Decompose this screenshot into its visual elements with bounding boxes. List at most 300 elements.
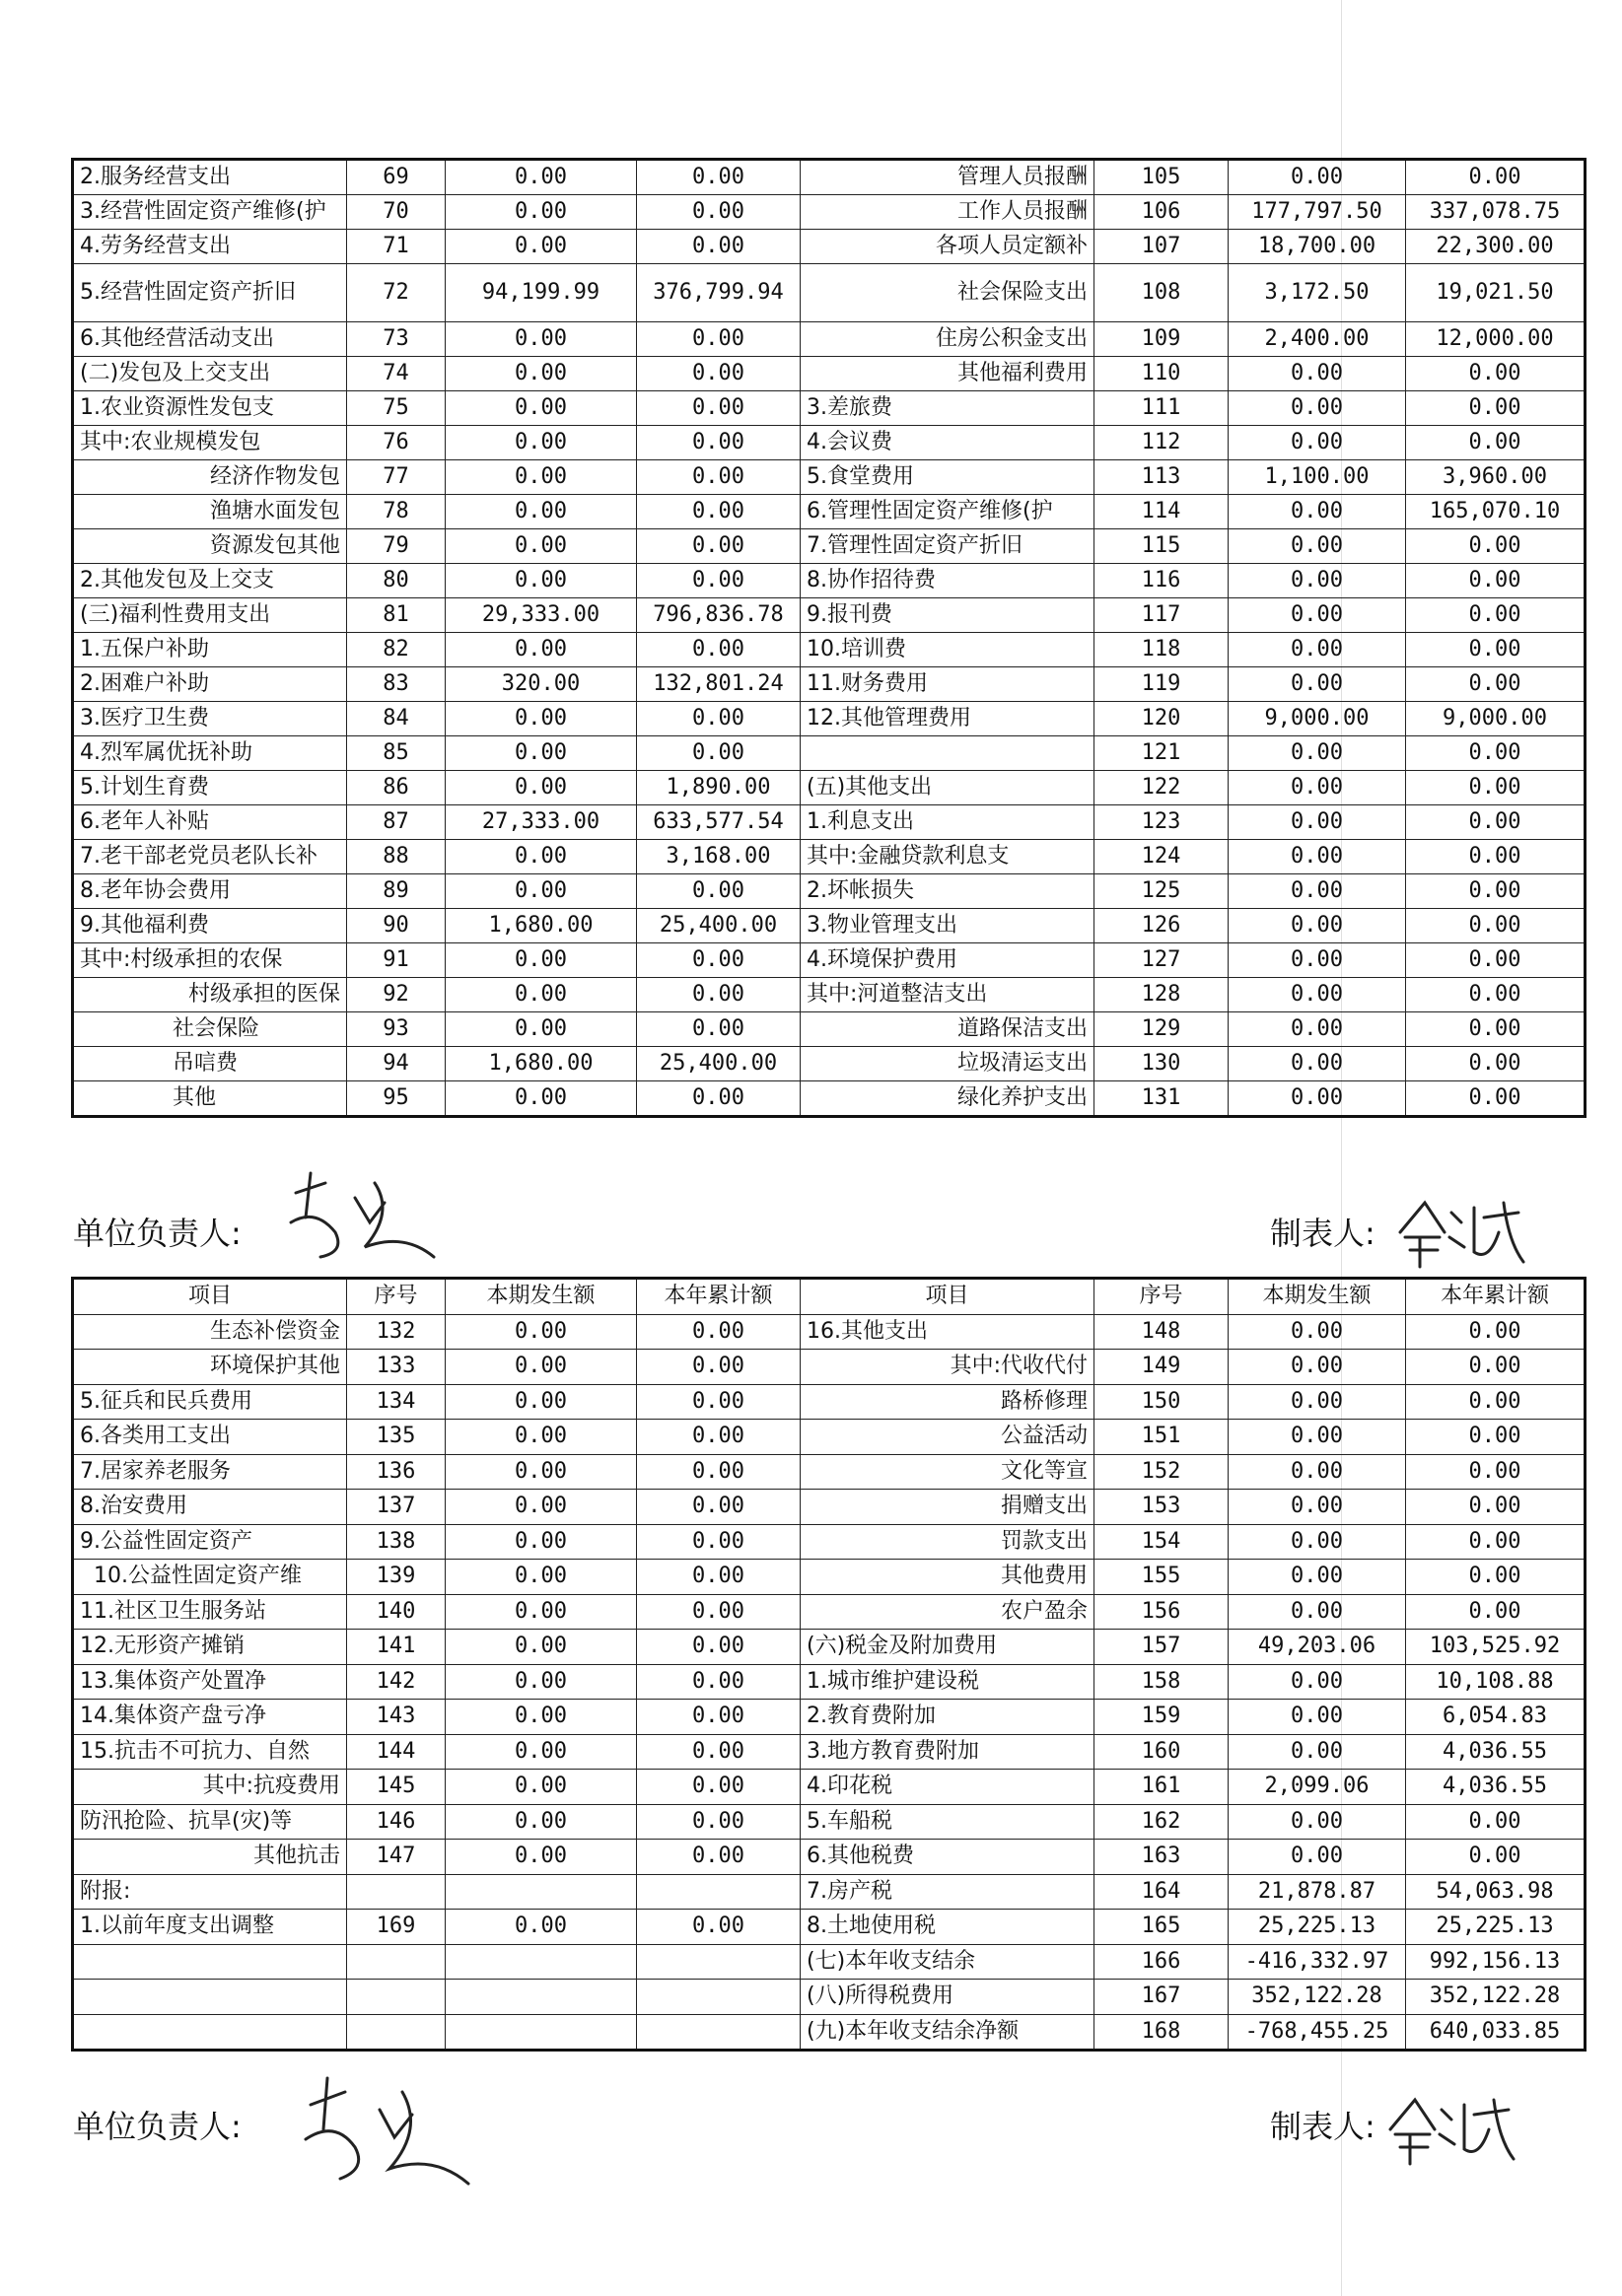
row-ytd: 0.00 bbox=[637, 357, 801, 391]
row-item: 1.以前年度支出调整 bbox=[73, 1910, 347, 1945]
row-item-right: 路桥修理 bbox=[801, 1384, 1094, 1420]
row-item: 2.其他发包及上交支 bbox=[73, 564, 347, 598]
table-row bbox=[73, 1560, 1586, 1595]
row-current-right: 0.00 bbox=[1229, 160, 1406, 195]
row-current: 0.00 bbox=[446, 460, 637, 495]
row-ytd: 132,801.24 bbox=[637, 667, 801, 702]
row-current: 0.00 bbox=[446, 1664, 637, 1700]
row-item-right: 5.车船税 bbox=[801, 1804, 1094, 1840]
row-current-right: 0.00 bbox=[1229, 943, 1406, 978]
row-current bbox=[446, 1944, 637, 1980]
row-ytd: 0.00 bbox=[637, 943, 801, 978]
table-row bbox=[73, 1314, 1586, 1350]
row-no-right: 131 bbox=[1094, 1081, 1229, 1117]
row-item: 6.各类用工支出 bbox=[73, 1420, 347, 1455]
row-no: 90 bbox=[347, 909, 446, 943]
row-item-right: (七)本年收支结余 bbox=[801, 1944, 1094, 1980]
table-row bbox=[73, 2014, 1586, 2051]
row-ytd-right: 0.00 bbox=[1406, 667, 1586, 702]
row-item-right: 2.教育费附加 bbox=[801, 1700, 1094, 1735]
row-ytd-right: 352,122.28 bbox=[1406, 1980, 1586, 2015]
col-header-item-right: 项目 bbox=[801, 1279, 1094, 1315]
row-no: 81 bbox=[347, 598, 446, 633]
row-current-right: -768,455.25 bbox=[1229, 2014, 1406, 2051]
col-header-current: 本期发生额 bbox=[446, 1279, 637, 1315]
row-no: 72 bbox=[347, 264, 446, 322]
row-current-right: 0.00 bbox=[1229, 564, 1406, 598]
row-ytd: 0.00 bbox=[637, 1081, 801, 1117]
row-item-right: 1.利息支出 bbox=[801, 805, 1094, 840]
row-current-right: 0.00 bbox=[1229, 1314, 1406, 1350]
row-item-right: 管理人员报酬 bbox=[801, 160, 1094, 195]
col-header-item: 项目 bbox=[73, 1279, 347, 1315]
row-ytd-right: 10,108.88 bbox=[1406, 1664, 1586, 1700]
row-item-right: 其中:金融贷款利息支 bbox=[801, 840, 1094, 874]
col-header-current-right: 本期发生额 bbox=[1229, 1279, 1406, 1315]
table-row bbox=[73, 1874, 1586, 1910]
row-no: 133 bbox=[347, 1350, 446, 1385]
row-current: 0.00 bbox=[446, 840, 637, 874]
row-no-right: 163 bbox=[1094, 1840, 1229, 1875]
table-row bbox=[73, 978, 1586, 1012]
row-no-right: 153 bbox=[1094, 1490, 1229, 1525]
table-row bbox=[73, 667, 1586, 702]
table-row bbox=[73, 1081, 1586, 1117]
row-no-right: 160 bbox=[1094, 1734, 1229, 1770]
row-item-right: 7.房产税 bbox=[801, 1874, 1094, 1910]
table-row bbox=[73, 1910, 1586, 1945]
row-ytd-right: 0.00 bbox=[1406, 1594, 1586, 1630]
table-row bbox=[73, 564, 1586, 598]
row-item-right: 其他福利费用 bbox=[801, 357, 1094, 391]
row-item: 渔塘水面发包 bbox=[73, 495, 347, 529]
row-item-right: 社会保险支出 bbox=[801, 264, 1094, 322]
row-ytd: 3,168.00 bbox=[637, 840, 801, 874]
signature-stroke-icon bbox=[1390, 1193, 1528, 1272]
row-no-right: 118 bbox=[1094, 633, 1229, 667]
row-item: (二)发包及上交支出 bbox=[73, 357, 347, 391]
table-row bbox=[73, 495, 1586, 529]
row-current: 0.00 bbox=[446, 1012, 637, 1047]
row-no-right: 122 bbox=[1094, 771, 1229, 805]
row-no-right: 119 bbox=[1094, 667, 1229, 702]
row-no: 143 bbox=[347, 1700, 446, 1735]
col-header-no: 序号 bbox=[347, 1279, 446, 1315]
row-no: 147 bbox=[347, 1840, 446, 1875]
row-current: 0.00 bbox=[446, 357, 637, 391]
row-no: 91 bbox=[347, 943, 446, 978]
row-current-right: 0.00 bbox=[1229, 1560, 1406, 1595]
row-item-right: 公益活动 bbox=[801, 1420, 1094, 1455]
row-item: 15.抗击不可抗力、自然 bbox=[73, 1734, 347, 1770]
row-ytd: 0.00 bbox=[637, 736, 801, 771]
row-ytd: 0.00 bbox=[637, 460, 801, 495]
row-current-right: 18,700.00 bbox=[1229, 230, 1406, 264]
row-item: 9.其他福利费 bbox=[73, 909, 347, 943]
row-no: 139 bbox=[347, 1560, 446, 1595]
row-item: 1.农业资源性发包支 bbox=[73, 391, 347, 426]
row-item-right: (六)税金及附加费用 bbox=[801, 1630, 1094, 1665]
row-no-right: 151 bbox=[1094, 1420, 1229, 1455]
row-ytd: 0.00 bbox=[637, 322, 801, 357]
row-no-right: 120 bbox=[1094, 702, 1229, 736]
row-no-right: 124 bbox=[1094, 840, 1229, 874]
row-no-right: 156 bbox=[1094, 1594, 1229, 1630]
row-item: 吊唁费 bbox=[73, 1047, 347, 1081]
row-item: 其中:抗疫费用 bbox=[73, 1770, 347, 1805]
row-no: 84 bbox=[347, 702, 446, 736]
table-row bbox=[73, 943, 1586, 978]
row-no: 145 bbox=[347, 1770, 446, 1805]
row-item-right: 8.土地使用税 bbox=[801, 1910, 1094, 1945]
row-current-right: 25,225.13 bbox=[1229, 1910, 1406, 1945]
row-item: 11.社区卫生服务站 bbox=[73, 1594, 347, 1630]
row-current-right: 0.00 bbox=[1229, 771, 1406, 805]
row-current: 0.00 bbox=[446, 564, 637, 598]
table-row bbox=[73, 195, 1586, 230]
row-ytd bbox=[637, 1944, 801, 1980]
row-current bbox=[446, 1874, 637, 1910]
row-ytd: 0.00 bbox=[637, 1490, 801, 1525]
responsible-signature-2 bbox=[296, 2070, 483, 2202]
row-item: 社会保险 bbox=[73, 1012, 347, 1047]
row-current bbox=[446, 1980, 637, 2015]
row-current-right: 9,000.00 bbox=[1229, 702, 1406, 736]
row-no: 140 bbox=[347, 1594, 446, 1630]
row-no-right: 161 bbox=[1094, 1770, 1229, 1805]
row-ytd: 0.00 bbox=[637, 874, 801, 909]
row-no-right: 105 bbox=[1094, 160, 1229, 195]
row-current-right: 0.00 bbox=[1229, 1047, 1406, 1081]
table-row bbox=[73, 736, 1586, 771]
row-item: 附报: bbox=[73, 1874, 347, 1910]
row-ytd-right: 0.00 bbox=[1406, 1840, 1586, 1875]
row-current: 0.00 bbox=[446, 702, 637, 736]
row-item-right: 2.坏帐损失 bbox=[801, 874, 1094, 909]
row-item: (三)福利性费用支出 bbox=[73, 598, 347, 633]
row-item: 资源发包其他 bbox=[73, 529, 347, 564]
row-current-right: 0.00 bbox=[1229, 1734, 1406, 1770]
table-row bbox=[73, 1770, 1586, 1805]
row-item-right: (五)其他支出 bbox=[801, 771, 1094, 805]
row-no-right: 159 bbox=[1094, 1700, 1229, 1735]
table-row bbox=[73, 633, 1586, 667]
table-row bbox=[73, 1804, 1586, 1840]
col-header-no-right: 序号 bbox=[1094, 1279, 1229, 1315]
row-ytd: 796,836.78 bbox=[637, 598, 801, 633]
row-ytd: 0.00 bbox=[637, 195, 801, 230]
row-ytd-right: 3,960.00 bbox=[1406, 460, 1586, 495]
table-row bbox=[73, 1594, 1586, 1630]
row-no: 141 bbox=[347, 1630, 446, 1665]
preparer-label-2: 制表人: bbox=[1270, 2108, 1375, 2145]
row-no-right: 123 bbox=[1094, 805, 1229, 840]
row-no: 78 bbox=[347, 495, 446, 529]
row-current: 29,333.00 bbox=[446, 598, 637, 633]
table-row bbox=[73, 1944, 1586, 1980]
row-current: 0.00 bbox=[446, 230, 637, 264]
row-no: 77 bbox=[347, 460, 446, 495]
table-row bbox=[73, 264, 1586, 322]
table-row bbox=[73, 160, 1586, 195]
row-ytd-right: 19,021.50 bbox=[1406, 264, 1586, 322]
table-row bbox=[73, 1350, 1586, 1385]
row-item: 9.公益性固定资产 bbox=[73, 1524, 347, 1560]
row-item: 8.老年协会费用 bbox=[73, 874, 347, 909]
col-header-ytd: 本年累计额 bbox=[637, 1279, 801, 1315]
row-ytd-right: 0.00 bbox=[1406, 1524, 1586, 1560]
row-no: 69 bbox=[347, 160, 446, 195]
row-current: 27,333.00 bbox=[446, 805, 637, 840]
row-ytd-right: 54,063.98 bbox=[1406, 1874, 1586, 1910]
row-no-right: 128 bbox=[1094, 978, 1229, 1012]
row-current-right: 0.00 bbox=[1229, 1700, 1406, 1735]
row-current-right: 0.00 bbox=[1229, 1420, 1406, 1455]
row-current-right: -416,332.97 bbox=[1229, 1944, 1406, 1980]
row-item-right: 道路保洁支出 bbox=[801, 1012, 1094, 1047]
row-current-right: 0.00 bbox=[1229, 1804, 1406, 1840]
row-ytd-right: 9,000.00 bbox=[1406, 702, 1586, 736]
table-row bbox=[73, 460, 1586, 495]
row-ytd-right: 640,033.85 bbox=[1406, 2014, 1586, 2051]
responsible-signature bbox=[276, 1163, 454, 1276]
row-current: 0.00 bbox=[446, 1314, 637, 1350]
row-no-right: 110 bbox=[1094, 357, 1229, 391]
table-row bbox=[73, 874, 1586, 909]
row-current-right: 0.00 bbox=[1229, 426, 1406, 460]
row-ytd-right: 0.00 bbox=[1406, 874, 1586, 909]
row-no-right: 107 bbox=[1094, 230, 1229, 264]
signature-stroke-icon bbox=[1380, 2090, 1518, 2169]
row-current-right: 0.00 bbox=[1229, 874, 1406, 909]
table-row bbox=[73, 1734, 1586, 1770]
row-current-right: 0.00 bbox=[1229, 495, 1406, 529]
row-current bbox=[446, 2014, 637, 2051]
row-no: 135 bbox=[347, 1420, 446, 1455]
row-ytd: 0.00 bbox=[637, 1594, 801, 1630]
row-ytd-right: 0.00 bbox=[1406, 1012, 1586, 1047]
row-current-right: 0.00 bbox=[1229, 1081, 1406, 1117]
row-item: 防汛抢险、抗旱(灾)等 bbox=[73, 1804, 347, 1840]
row-current: 0.00 bbox=[446, 1350, 637, 1385]
row-ytd-right: 0.00 bbox=[1406, 736, 1586, 771]
row-ytd: 0.00 bbox=[637, 1804, 801, 1840]
table-row bbox=[73, 1384, 1586, 1420]
row-ytd-right: 0.00 bbox=[1406, 978, 1586, 1012]
row-ytd: 0.00 bbox=[637, 1700, 801, 1735]
col-header-ytd-right: 本年累计额 bbox=[1406, 1279, 1586, 1315]
row-item bbox=[73, 2014, 347, 2051]
row-ytd-right: 0.00 bbox=[1406, 1420, 1586, 1455]
row-current-right: 0.00 bbox=[1229, 1490, 1406, 1525]
row-ytd-right: 0.00 bbox=[1406, 943, 1586, 978]
table-row bbox=[73, 771, 1586, 805]
row-no: 76 bbox=[347, 426, 446, 460]
row-no bbox=[347, 2014, 446, 2051]
row-current: 0.00 bbox=[446, 1490, 637, 1525]
row-current: 0.00 bbox=[446, 1910, 637, 1945]
row-item-right: 1.城市维护建设税 bbox=[801, 1664, 1094, 1700]
row-item: 5.经营性固定资产折旧 bbox=[73, 264, 347, 322]
row-ytd: 0.00 bbox=[637, 1840, 801, 1875]
table-row bbox=[73, 598, 1586, 633]
table-row bbox=[73, 1700, 1586, 1735]
row-ytd: 1,890.00 bbox=[637, 771, 801, 805]
row-item-right: 4.环境保护费用 bbox=[801, 943, 1094, 978]
row-ytd-right: 0.00 bbox=[1406, 1560, 1586, 1595]
row-item: 5.征兵和民兵费用 bbox=[73, 1384, 347, 1420]
row-item-right: 8.协作招待费 bbox=[801, 564, 1094, 598]
row-ytd: 0.00 bbox=[637, 160, 801, 195]
row-item-right: 其他费用 bbox=[801, 1560, 1094, 1595]
table-row bbox=[73, 230, 1586, 264]
row-item: 6.其他经营活动支出 bbox=[73, 322, 347, 357]
row-no-right: 165 bbox=[1094, 1910, 1229, 1945]
row-current-right: 0.00 bbox=[1229, 598, 1406, 633]
row-no-right: 149 bbox=[1094, 1350, 1229, 1385]
row-item: 6.老年人补贴 bbox=[73, 805, 347, 840]
table-row bbox=[73, 426, 1586, 460]
row-item-right: 10.培训费 bbox=[801, 633, 1094, 667]
row-ytd bbox=[637, 2014, 801, 2051]
row-ytd-right: 0.00 bbox=[1406, 1081, 1586, 1117]
row-ytd: 0.00 bbox=[637, 1664, 801, 1700]
row-ytd-right: 337,078.75 bbox=[1406, 195, 1586, 230]
table-header-row bbox=[73, 1279, 1586, 1315]
row-current: 1,680.00 bbox=[446, 909, 637, 943]
row-current: 0.00 bbox=[446, 426, 637, 460]
row-no: 82 bbox=[347, 633, 446, 667]
row-current: 0.00 bbox=[446, 1630, 637, 1665]
row-no-right: 152 bbox=[1094, 1454, 1229, 1490]
row-item: 生态补偿资金 bbox=[73, 1314, 347, 1350]
preparer-signature-2 bbox=[1380, 2090, 1518, 2173]
row-ytd: 0.00 bbox=[637, 1314, 801, 1350]
row-no bbox=[347, 1874, 446, 1910]
row-ytd: 0.00 bbox=[637, 391, 801, 426]
row-ytd: 633,577.54 bbox=[637, 805, 801, 840]
row-current: 0.00 bbox=[446, 1524, 637, 1560]
row-current-right: 3,172.50 bbox=[1229, 264, 1406, 322]
row-ytd-right: 6,054.83 bbox=[1406, 1700, 1586, 1735]
row-no-right: 150 bbox=[1094, 1384, 1229, 1420]
responsible-label-2: 单位负责人: bbox=[73, 2108, 242, 2145]
row-no-right: 157 bbox=[1094, 1630, 1229, 1665]
row-item-right: 3.物业管理支出 bbox=[801, 909, 1094, 943]
row-current-right: 0.00 bbox=[1229, 736, 1406, 771]
row-current-right: 0.00 bbox=[1229, 805, 1406, 840]
signature-stroke-icon bbox=[296, 2070, 483, 2198]
row-current-right: 1,100.00 bbox=[1229, 460, 1406, 495]
row-item-right: 4.会议费 bbox=[801, 426, 1094, 460]
row-no: 169 bbox=[347, 1910, 446, 1945]
row-item-right: (八)所得税费用 bbox=[801, 1980, 1094, 2015]
row-ytd: 25,400.00 bbox=[637, 1047, 801, 1081]
row-current: 1,680.00 bbox=[446, 1047, 637, 1081]
row-no: 146 bbox=[347, 1804, 446, 1840]
row-no-right: 130 bbox=[1094, 1047, 1229, 1081]
row-item bbox=[73, 1980, 347, 2015]
row-current: 0.00 bbox=[446, 1420, 637, 1455]
row-no-right: 115 bbox=[1094, 529, 1229, 564]
row-ytd-right: 12,000.00 bbox=[1406, 322, 1586, 357]
row-item-right: 6.其他税费 bbox=[801, 1840, 1094, 1875]
row-ytd-right: 103,525.92 bbox=[1406, 1630, 1586, 1665]
table-row bbox=[73, 529, 1586, 564]
table-row bbox=[73, 1454, 1586, 1490]
row-ytd-right: 0.00 bbox=[1406, 633, 1586, 667]
row-current-right: 0.00 bbox=[1229, 1664, 1406, 1700]
row-ytd-right: 0.00 bbox=[1406, 1804, 1586, 1840]
row-current-right: 0.00 bbox=[1229, 1524, 1406, 1560]
row-no bbox=[347, 1980, 446, 2015]
row-no-right: 126 bbox=[1094, 909, 1229, 943]
row-current: 0.00 bbox=[446, 1770, 637, 1805]
row-current-right: 0.00 bbox=[1229, 978, 1406, 1012]
row-ytd-right: 0.00 bbox=[1406, 1384, 1586, 1420]
row-no: 136 bbox=[347, 1454, 446, 1490]
row-current-right: 0.00 bbox=[1229, 1840, 1406, 1875]
row-item-right: 7.管理性固定资产折旧 bbox=[801, 529, 1094, 564]
table-row bbox=[73, 1524, 1586, 1560]
row-item: 经济作物发包 bbox=[73, 460, 347, 495]
row-ytd-right: 0.00 bbox=[1406, 1490, 1586, 1525]
row-ytd-right: 0.00 bbox=[1406, 1047, 1586, 1081]
row-current-right: 0.00 bbox=[1229, 909, 1406, 943]
row-no: 85 bbox=[347, 736, 446, 771]
row-item: 其中:村级承担的农保 bbox=[73, 943, 347, 978]
row-current: 0.00 bbox=[446, 391, 637, 426]
row-current: 0.00 bbox=[446, 978, 637, 1012]
row-item-right: 绿化养护支出 bbox=[801, 1081, 1094, 1117]
row-current: 0.00 bbox=[446, 1384, 637, 1420]
row-item-right: (九)本年收支结余净额 bbox=[801, 2014, 1094, 2051]
row-item-right: 垃圾清运支出 bbox=[801, 1047, 1094, 1081]
row-current-right: 0.00 bbox=[1229, 633, 1406, 667]
row-ytd bbox=[637, 1874, 801, 1910]
row-item: 1.五保户补助 bbox=[73, 633, 347, 667]
table-row bbox=[73, 1664, 1586, 1700]
row-current: 0.00 bbox=[446, 1454, 637, 1490]
row-no: 71 bbox=[347, 230, 446, 264]
table-row bbox=[73, 909, 1586, 943]
row-item-right: 农户盈余 bbox=[801, 1594, 1094, 1630]
row-no-right: 167 bbox=[1094, 1980, 1229, 2015]
row-current-right: 0.00 bbox=[1229, 391, 1406, 426]
row-item: 2.服务经营支出 bbox=[73, 160, 347, 195]
row-ytd-right: 0.00 bbox=[1406, 1454, 1586, 1490]
row-item-right: 工作人员报酬 bbox=[801, 195, 1094, 230]
row-item: 其中:农业规模发包 bbox=[73, 426, 347, 460]
row-current-right: 0.00 bbox=[1229, 1384, 1406, 1420]
row-ytd-right: 0.00 bbox=[1406, 805, 1586, 840]
row-item: 村级承担的医保 bbox=[73, 978, 347, 1012]
row-no: 70 bbox=[347, 195, 446, 230]
row-current-right: 0.00 bbox=[1229, 529, 1406, 564]
row-ytd: 0.00 bbox=[637, 1630, 801, 1665]
row-item-right: 5.食堂费用 bbox=[801, 460, 1094, 495]
row-ytd-right: 165,070.10 bbox=[1406, 495, 1586, 529]
row-ytd: 0.00 bbox=[637, 978, 801, 1012]
row-item: 8.治安费用 bbox=[73, 1490, 347, 1525]
row-ytd: 0.00 bbox=[637, 1384, 801, 1420]
row-ytd: 0.00 bbox=[637, 426, 801, 460]
row-current: 0.00 bbox=[446, 633, 637, 667]
table-row bbox=[73, 322, 1586, 357]
row-item: 其他 bbox=[73, 1081, 347, 1117]
row-current: 0.00 bbox=[446, 1594, 637, 1630]
table-row bbox=[73, 702, 1586, 736]
